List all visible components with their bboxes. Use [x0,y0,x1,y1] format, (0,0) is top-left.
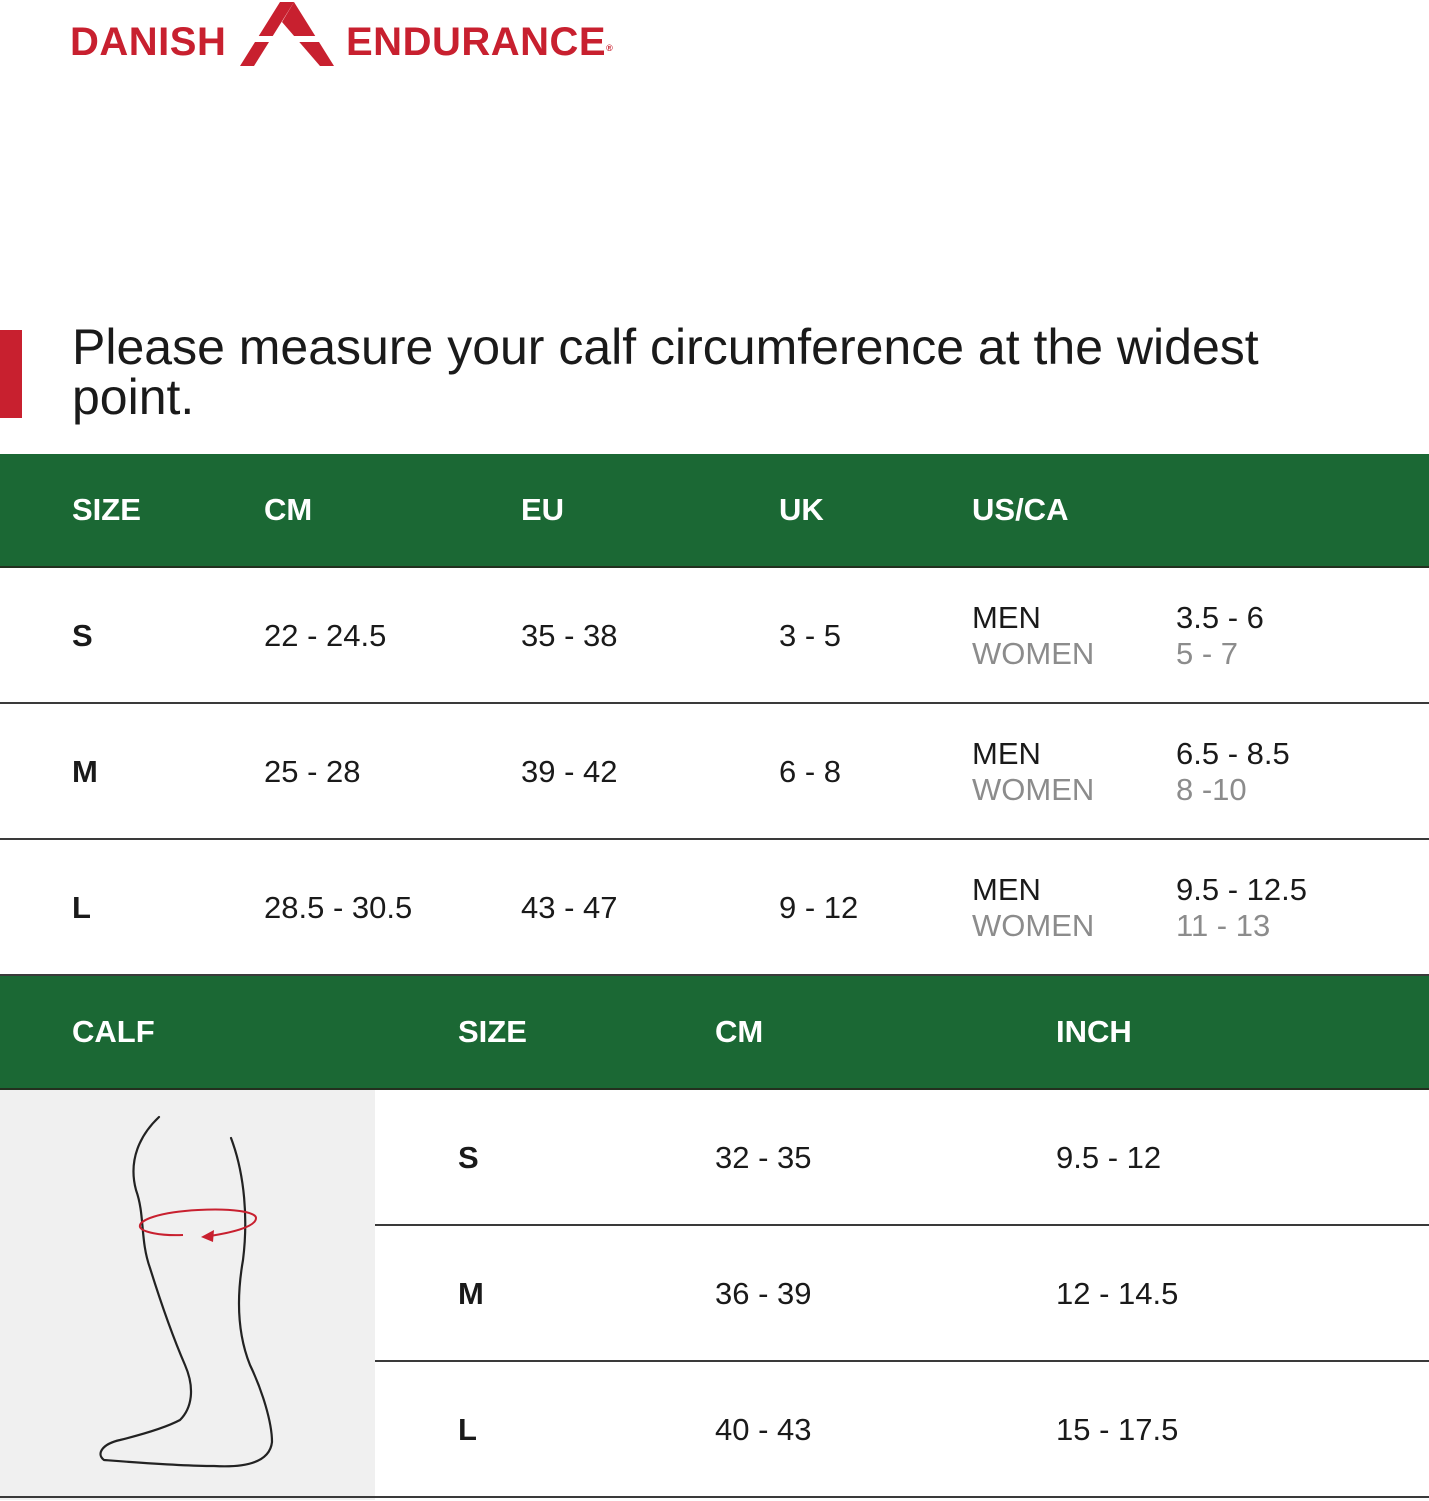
cm-cell: 28.5 - 30.5 [264,890,413,925]
col-header-uk: UK [779,492,824,527]
col-header-usca: US/CA [972,492,1069,527]
col-header-inch: INCH [1056,1014,1132,1049]
cm-cell: 22 - 24.5 [264,618,387,653]
col-header-cm: CM [264,492,313,527]
inch-cell: 12 - 14.5 [1056,1276,1179,1311]
men-label: MEN [972,600,1041,635]
inch-cell: 15 - 17.5 [1056,1412,1179,1447]
eu-cell: 43 - 47 [521,890,618,925]
shoe-table-header [0,454,1429,568]
table-bottom-border [0,1496,1429,1498]
women-label: WOMEN [972,636,1095,671]
cm-cell: 40 - 43 [715,1412,812,1447]
women-value: 8 -10 [1176,772,1247,807]
men-value: 9.5 - 12.5 [1176,872,1307,907]
cm-cell: 25 - 28 [264,754,361,789]
men-label: MEN [972,736,1041,771]
table-row [0,704,1429,840]
women-value: 11 - 13 [1176,908,1271,943]
cm-cell: 36 - 39 [715,1276,812,1311]
uk-cell: 6 - 8 [779,754,842,789]
accent-bar [0,330,22,418]
brand-logo [70,0,630,70]
size-cell: L [458,1412,477,1447]
brand-word-endurance-text: ENDURANCE [346,20,607,64]
size-cell: M [72,754,98,789]
size-cell: S [72,618,93,653]
women-value: 5 - 7 [1176,636,1239,671]
uk-cell: 9 - 12 [779,890,859,925]
size-cell: S [458,1140,479,1175]
men-label: MEN [972,872,1041,907]
women-label: WOMEN [972,772,1095,807]
col-header-eu: EU [521,492,565,527]
col-header-cm: CM [715,1014,764,1049]
col-header-size: SIZE [458,1014,527,1049]
size-cell: M [458,1276,484,1311]
col-header-size: SIZE [72,492,141,527]
page-title: Please measure your calf circumference at the widest point. [72,319,1259,425]
eu-cell: 39 - 42 [521,754,618,789]
table-row [375,1362,1429,1498]
registered-mark: ® [606,43,614,53]
uk-cell: 3 - 5 [779,618,842,653]
table-row [375,1226,1429,1362]
size-cell: L [72,890,91,925]
leg-measurement-illustration-icon [0,1090,375,1496]
calf-illustration-panel [0,1090,375,1500]
men-value: 3.5 - 6 [1176,600,1264,635]
brand-mountain-logo-icon [238,0,336,68]
brand-word-danish: DANISH [70,20,227,64]
table-row [0,568,1429,704]
table-row [0,840,1429,976]
calf-table-header [0,976,1429,1090]
men-value: 6.5 - 8.5 [1176,736,1290,771]
table-row [375,1090,1429,1226]
cm-cell: 32 - 35 [715,1140,812,1175]
inch-cell: 9.5 - 12 [1056,1140,1162,1175]
col-header-calf: CALF [72,1014,155,1049]
brand-word-endurance [346,20,613,64]
women-label: WOMEN [972,908,1095,943]
eu-cell: 35 - 38 [521,618,618,653]
